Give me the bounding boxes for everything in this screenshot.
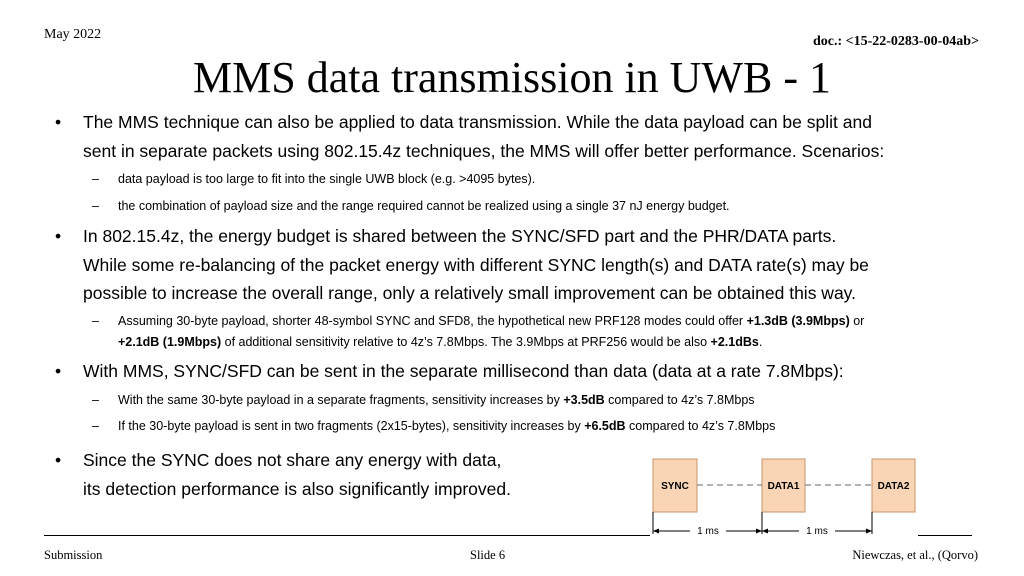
dash-marker: – [92,419,99,433]
bullet-2-line-1: In 802.15.4z, the energy budget is shared between the SYNC/SFD part and the PHR/DATA parts. [83,226,837,246]
gain-highlight: +6.5dB [584,419,626,433]
interval-2-label: 1 ms [806,526,828,537]
arrow-head [653,529,659,534]
bullet-3-line-1: With MMS, SYNC/SFD can be sent in the separate millisecond than data (data at a rate 7.8Mbps): [83,361,844,381]
gain-highlight: +3.5dB [563,393,605,407]
header-date: May 2022 [44,27,102,42]
footer-divider [918,535,972,536]
arrow-head [762,529,768,534]
bullet-4-line-2: its detection performance is also significantly improved. [83,478,511,499]
sync-label: SYNC [661,481,689,492]
gain-highlight: +2.1dB (1.9Mbps) [118,335,222,349]
bullet-4-line-1: Since the SYNC does not share any energy with data, [83,450,502,470]
arrow-head [756,529,762,534]
bullet-1-sub-2-text: the combination of payload size and the range required cannot be realized using a single 37 nJ energy budget. [118,199,730,213]
bullet-marker: • [55,112,62,132]
dash-marker: – [92,314,99,328]
bullet-1-line-2: sent in separate packets using 802.15.4z techniques, the MMS will offer better performance. Scenarios: [83,140,885,161]
bullet-marker: • [55,450,62,470]
arrow-head [866,529,872,534]
footer-authors: Niewczas, et al., (Qorvo) [852,548,978,562]
bullet-2-line-2: While some re-balancing of the packet energy with different SYNC length(s) and DATA rate(s) may be [83,254,869,275]
data2-label: DATA2 [877,481,910,492]
doc-id: doc.: <15-22-0283-00-04ab> [812,34,979,49]
bullet-2-sub-1-line-2: +2.1dB (1.9Mbps) of additional sensitivity relative to 4z’s 7.8Mbps. The 3.9Mbps at PRF256 would be also +2.1dBs. [118,335,763,349]
bullet-marker: • [55,226,62,246]
bullet-2-line-3: possible to increase the overall range, only a relatively small improvement can be obtained this way. [83,283,856,303]
dash-marker: – [92,199,99,213]
timing-diagram [640,448,930,540]
footer-slide-number: Slide 6 [470,548,506,562]
dash-marker: – [92,393,99,407]
bullet-marker: • [55,361,62,381]
bullet-1-sub-1-text: data payload is too large to fit into the single UWB block (e.g. >4095 bytes). [118,172,536,186]
dash-marker: – [92,172,99,186]
footer-divider [44,535,650,536]
bullet-1-line-1: The MMS technique can also be applied to data transmission. While the data payload can be split and [83,112,872,132]
footer-submission: Submission [44,548,103,562]
bullet-2-sub-1-line-1: Assuming 30-byte payload, shorter 48-symbol SYNC and SFD8, the hypothetical new PRF128 modes could offer +1.3dB (3.9Mbps) or [118,314,865,328]
data1-label: DATA1 [767,481,800,492]
slide-title: MMS data transmission in UWB - 1 [193,53,831,102]
interval-1-label: 1 ms [697,526,719,537]
gain-highlight: +1.3dB (3.9Mbps) [746,314,850,328]
gain-highlight: +2.1dBs [710,335,759,349]
bullet-3-sub-2-text: If the 30-byte payload is sent in two fragments (2x15-bytes), sensitivity increases by +6.5dB compared to 4z’s 7.8Mbps [118,419,776,433]
bullet-3-sub-1-text: With the same 30-byte payload in a separate fragments, sensitivity increases by +3.5dB compared to 4z’s 7.8Mbps [118,393,755,407]
